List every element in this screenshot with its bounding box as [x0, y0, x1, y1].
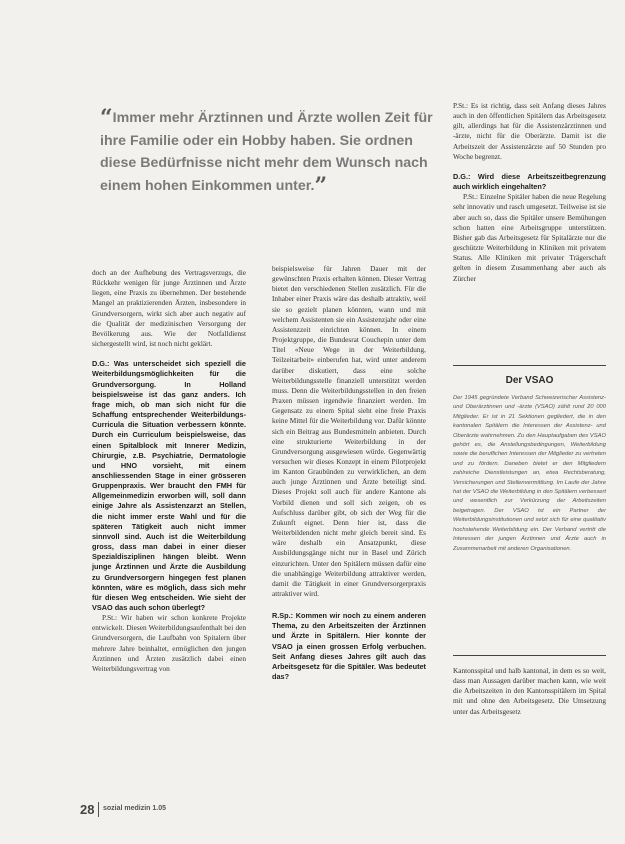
pull-quote-text: Immer mehr Ärztinnen und Ärzte wollen Zeit für ihre Familie oder ein Hobby haben. Sie ordnen diese Bedürfnisse nicht mehr dem Wunsch nach einem hohen Einkommen unter. — [100, 110, 433, 194]
publication-name: sozial medizin 1.05 — [103, 805, 167, 812]
footer-divider — [98, 802, 99, 817]
page-footer — [80, 802, 280, 816]
column-middle — [272, 264, 426, 682]
column-right-bottom — [453, 666, 606, 717]
column-left — [92, 268, 246, 674]
column-right — [453, 101, 606, 284]
divider — [453, 655, 606, 656]
divider — [453, 365, 606, 366]
paragraph: doch an der Aufhebung des Vertragsverzugs, die Rückkehr wenigen für junge Ärztinnen und Ärzte liegen, eine Praxis zu übernehmen. Der bestehende Mangel an praktizierenden Ärzten, insbesondere in Grundversorgern, wirkt sich aber auch negativ auf die Qualität der medizinischen Versorgung der Bevölkerung aus. Wie der Notfalldienst sichergestellt wird, ist noch nicht geklärt. — [92, 268, 246, 349]
paragraph: Kantonsspital und halb kantonal, in dem es so weit, dass man Aussagen darüber machen kann, wie weit die Arbeitszeiten in den Kantonsspitälern im Spital mit und ohne den Arbeitsgesetz. Die Umsetzung unter das Arbeitsgesetz — [453, 666, 606, 716]
close-quote-mark: ” — [314, 172, 328, 199]
pull-quote — [100, 107, 450, 197]
sidebar-box — [453, 375, 606, 645]
interview-question: D.G.: Was unterscheidet sich speziell die Weiterbildungsmöglichkeiten für die Grundversorgung. In Holland beispielsweise ist das ganz anders. Ich frage mich, ob man sich nicht für die Schaffung entsprechender Weiterbildungs-Curricula die Situation verbessern könnte. Durch ein Curriculum beispielsweise, das einen Spitalblock mit Innerer Medizin, Chirurgie, z.B. Psychiatrie, Dermatologie und HNO vorsieht, mit einem anschliessenden Stage in einer grösseren Gruppenpraxis. Wer braucht den FMH für Allgemeinmedizin erworben will, soll dann einige Jahre als Assistenzarzt an Stellen, die nicht immer erste Wahl und für die späteren Tätigkeit auch nicht immer sinnvoll sind. Auch ist die Weiterbildung gross, dass man dabei in einer dieser Spezialdisziplinen hängen bleibt. Wenn junge Ärztinnen und Ärzte die Ausbildung zu Grundversorgern hingegen fest planen könnten, wäre es möglich, dass sich mehr für diesen Weg entscheiden. Wie sieht der VSAO das auch schon überlegt? — [92, 359, 246, 612]
sidebar-text: Der 1945 gegründete Verband Schweizerischer Assistenz- und Oberärztinnen und -ärzte (VSAO) zählt rund 20 000 Mitglieder. Er ist in 21 Sektionen gegliedert, die in den kantonalen Spitälern die Interessen der Assistenz- und Oberärzte wahrnehmen. Zu den Hauptaufgaben des VSAO gehört es, die Anstellungsbedingungen, Weiterbildung sowie die beruflichen Interessen der Mitglieder zu vertreten und zu fördern. Daneben bietet er den Mitgliedern zahlreiche Dienstleistungen an, etwa Rechtsberatung, Versicherungen und Stellenvermittlung. Im Laufe der Jahre hat der VSAO die Weiterbildung in den Spitälern verbessert und wesentlich zur Verkürzung der Arbeitszeiten beigetragen. Der VSAO ist ein Partner der Weiterbildungsinstitutionen und setzt sich für eine qualitativ hochstehende Weiterbildung ein. Der Verband vertritt die Interessen der jungen Ärztinnen und Ärzte auch in Zusammenarbeit mit anderen Organisationen. — [453, 395, 606, 552]
interview-question: D.G.: Wird diese Arbeitszeitbegrenzung auch wirklich eingehalten? — [453, 171, 606, 192]
page-number: 28 — [80, 802, 95, 817]
paragraph: P.St.: Einzelne Spitäler haben die neue Regelung sehr innovativ und rasch umgesetzt. Teilweise ist sie aber auch so, dass die Spitäler unsere Bemühungen schon hatten eine Arbeitsgruppe unterstützen. Bisher gab das Arbeitsgesetz für Spitalärzte nur die geschützte Weiterbildung in Kliniken mit privatem Status. Alle Kliniken mit privater Trägerschaft gelten in diesem Zusammenhang aber auch als Zürcher — [453, 192, 606, 283]
paragraph: beispielsweise für Jahren Dauer mit der gewünschten Praxis erhalten können. Dieser Vertrag bietet den verschiedenen Stellen zusätzlich. Für die Inhaber einer Praxis wäre das deshalb attraktiv, weil sie so gezielt planen könnten, wann und mit welchem Assistenten sie ein Assistenzjahr oder eine Assistenzzeit einrichten können. In einem Projektgruppe, die Bundesrat Couchepin unter dem Titel «Neue Wege in der Weiterbildung, Teilzeitarbeit» einberufen hat, wird unter anderem darüber diskutiert, dass eine solche Weiterbildungsstelle finanziell unterstützt werden muss. Denn die Weiterbildungsstellen in den freien Praxen müssen irgendwie finanziert werden. Im Gegensatz zu einem Spital sieht eine freie Praxis keine Mittel für die Weiterbildung vor. Dafür könnte sich ein Beitrag aus Bundesmitteln anbieten. Durch eine strukturierte Weiterbildung in der Grundversorgung ausgewiesen würde. Gegenwärtig versuchen wir dieses Konzept in einem Pilotprojekt im Kanton Graubünden zu verwirklichen, an dem auch junge Ärztinnen und Ärzte beteiligt sind. Dieses Projekt soll auch für andere Kantone als Vorbild dienen und soll sich zeigen, ob es Aufschluss darüber gibt, ob sich der Weg für die Zukunft eignet. Denn hier ist, dass die Weiterbildenden nicht mehr gleich bereit sind. Es wäre deshalb ein Ansatzpunkt, diese Ausbildungsgänge nicht nur in Basel und Zürich einzurichten. Unter den Spitälern müssen dafür eine die unabhängige Weiterbildung attraktiver werden, damit die Tätigkeit in einer Grundversorgerpraxis attraktiver wird. — [272, 264, 426, 598]
interview-question: R.Sp.: Kommen wir noch zu einem anderen Thema, zu den Arbeitszeiten der Ärztinnen und Ärzte in Spitälern. Hier konnte der VSAO ja einen grossen Erfolg verbuchen. Seit Anfang dieses Jahres gilt auch das Arbeitsgesetz für die Spitäler. Was bedeutet das? — [272, 611, 426, 682]
sidebar-title: Der VSAO — [505, 375, 554, 386]
paragraph: P.St.: Es ist richtig, dass seit Anfang dieses Jahres auch in den öffentlichen Spitälern das Arbeitsgesetz gilt, allerdings hat für die Assistenzärztinnen und -ärzte, nicht für die Oberärzte. Damit ist die Arbeitszeit der Assistenzärzte auf 50 Stunden pro Woche begrenzt. — [453, 101, 606, 161]
paragraph: P.St.: Wir haben wir schon konkrete Projekte entwickelt. Diesen Weiterbildungsaufenthalt bei den Grundversorgern, die Laufbahn von Spitalern über mehrere Jahre beinhaltet, ermöglichen den jungen Ärztinnen und Ärzten zusätzlich dabei einen Weiterbildungsvertrag von — [92, 613, 246, 673]
open-quote-mark: “ — [100, 105, 113, 131]
